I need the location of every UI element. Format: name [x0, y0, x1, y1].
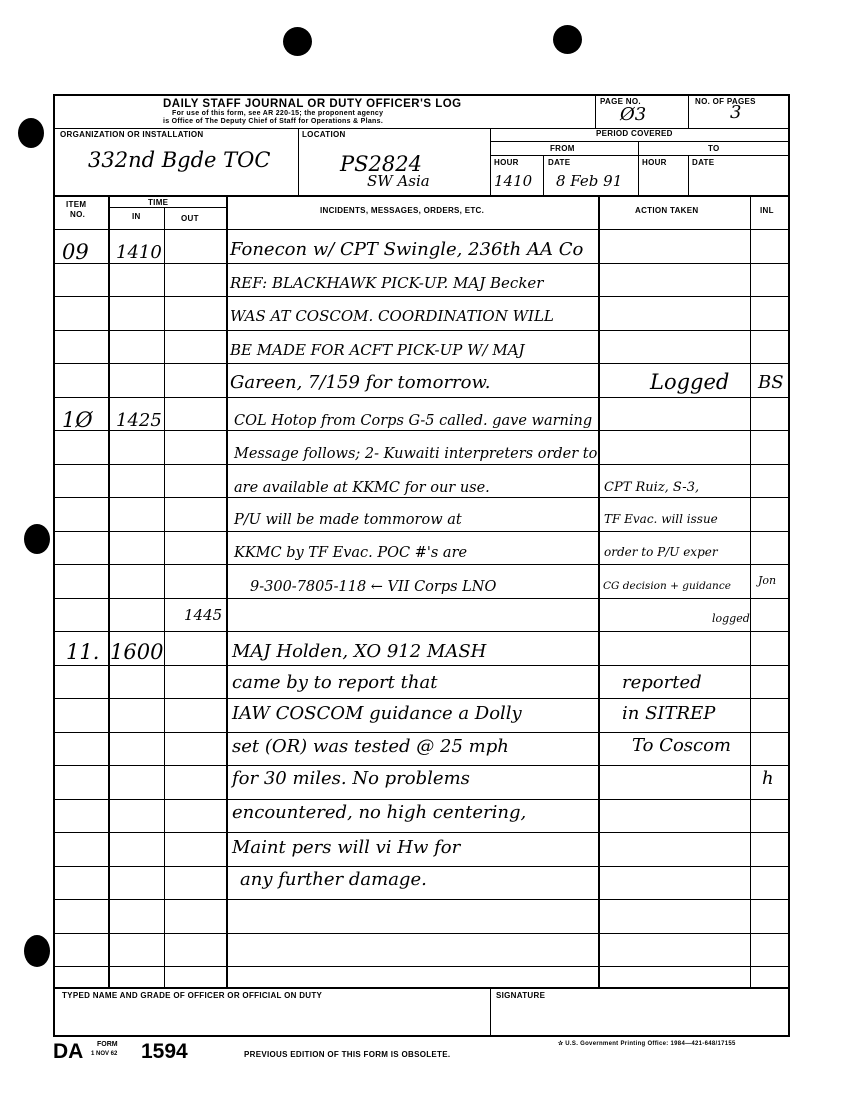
- grid-col-line: [598, 196, 600, 987]
- from-hour-value: 1410: [494, 172, 533, 190]
- gpo-note: ✰ U.S. Government Printing Office: 1984—421-648/17155: [558, 1041, 736, 1047]
- form-subtitle: is Office of The Deputy Chief of Staff for Operations & Plans.: [163, 118, 384, 125]
- previous-edition-note: PREVIOUS EDITION OF THIS FORM IS OBSOLETE.: [244, 1050, 451, 1059]
- entry-line: IAW COSCOM guidance a Dolly: [232, 703, 522, 724]
- entry-line: Gareen, 7/159 for tomorrow.: [230, 372, 491, 393]
- col-item: ITEM: [66, 200, 87, 209]
- punch-hole: [24, 524, 50, 554]
- entry-item-no: 1Ø: [62, 408, 93, 432]
- entry-line: REF: BLACKHAWK PICK-UP. MAJ Becker: [230, 274, 544, 292]
- entry-line: set (OR) was tested @ 25 mph: [232, 736, 509, 757]
- entry-action: reported: [622, 672, 702, 693]
- entry-line: Maint pers will vi Hw for: [232, 837, 461, 858]
- entry-line: BE MADE FOR ACFT PICK-UP W/ MAJ: [230, 341, 525, 359]
- entry-action: TF Evac. will issue: [604, 512, 718, 526]
- entry-action: order to P/U exper: [604, 545, 718, 559]
- from-hour-label: HOUR: [494, 158, 519, 167]
- punch-hole: [283, 27, 312, 56]
- col-out: OUT: [181, 214, 199, 223]
- entry-action: Logged: [650, 370, 730, 394]
- entry-action: CG decision + guidance: [603, 580, 731, 592]
- signature-label: SIGNATURE: [496, 991, 546, 1000]
- entry-action: in SITREP: [622, 703, 716, 724]
- to-label: TO: [708, 144, 720, 153]
- grid-col-line: [164, 207, 165, 987]
- form-id-da: DA: [53, 1040, 84, 1063]
- typed-name-label: TYPED NAME AND GRADE OF OFFICER OR OFFICIAL ON DUTY: [62, 991, 323, 1000]
- col-action: ACTION TAKEN: [635, 206, 699, 215]
- entry-line: P/U will be made tommorow at: [234, 512, 462, 528]
- entry-item-no: 11.: [66, 640, 100, 664]
- entry-item-no: 09: [62, 240, 89, 264]
- punch-hole: [18, 118, 44, 148]
- entry-initials: Jon: [758, 574, 777, 587]
- form-id-form: FORM: [97, 1041, 118, 1048]
- col-in: IN: [132, 212, 141, 221]
- col-no: NO.: [70, 210, 86, 219]
- to-date-label: DATE: [692, 158, 715, 167]
- entry-line: Message follows; 2- Kuwaiti interpreters order to: [234, 446, 598, 462]
- to-hour-label: HOUR: [642, 158, 667, 167]
- org-label: ORGANIZATION OR INSTALLATION: [60, 130, 204, 139]
- entry-line: Fonecon w/ CPT Swingle, 236th AA Co: [230, 239, 584, 260]
- from-date-label: DATE: [548, 158, 571, 167]
- entry-time-in: 1410: [116, 242, 162, 263]
- entry-line: KKMC by TF Evac. POC #'s are: [234, 545, 468, 561]
- entry-line: MAJ Holden, XO 912 MASH: [232, 641, 487, 662]
- form-id-number: 1594: [141, 1040, 188, 1063]
- entry-action: To Coscom: [632, 735, 731, 756]
- entry-line: COL Hotop from Corps G-5 called. gave warning: [234, 413, 593, 429]
- entry-action: CPT Ruiz, S-3,: [604, 480, 700, 495]
- no-of-pages-value: 3: [730, 102, 742, 123]
- entry-line: 9-300-7805-118 ← VII Corps LNO: [250, 579, 497, 595]
- entry-action: logged: [712, 612, 750, 625]
- grid-col-line: [750, 196, 751, 987]
- punch-hole: [553, 25, 582, 54]
- col-time: TIME: [148, 198, 169, 207]
- entry-initials: BS: [758, 372, 784, 393]
- from-label: FROM: [550, 144, 575, 153]
- grid-col-line: [226, 196, 228, 987]
- entry-line: for 30 miles. No problems: [232, 768, 470, 789]
- punch-hole: [24, 935, 50, 967]
- location-value: PS2824: [340, 152, 422, 176]
- entry-initials: h: [762, 768, 774, 789]
- period-label: PERIOD COVERED: [596, 129, 673, 138]
- page-no-value: Ø3: [620, 104, 647, 125]
- form-title: DAILY STAFF JOURNAL OR DUTY OFFICER'S LOG: [163, 98, 462, 110]
- form-id-date: 1 NOV 62: [91, 1051, 118, 1057]
- entry-line: WAS AT COSCOM. COORDINATION WILL: [230, 307, 554, 325]
- entry-line: came by to report that: [232, 672, 438, 693]
- location-label: LOCATION: [302, 130, 346, 139]
- col-inl: INL: [760, 206, 774, 215]
- org-value: 332nd Bgde TOC: [88, 148, 271, 172]
- no-of-pages-label: NO. OF PAGES: [695, 97, 756, 106]
- col-incidents: INCIDENTS, MESSAGES, ORDERS, ETC.: [320, 206, 485, 215]
- entry-line: any further damage.: [240, 869, 427, 890]
- entry-line: encountered, no high centering,: [232, 802, 527, 823]
- entry-time-in: 1425: [116, 410, 162, 431]
- location-value: SW Asia: [367, 172, 430, 190]
- form-subtitle: For use of this form, see AR 220-15; the proponent agency: [172, 110, 384, 117]
- from-date-value: 8 Feb 91: [556, 172, 623, 190]
- entry-time-in: 1600: [110, 640, 164, 664]
- page-no-label: PAGE NO.: [600, 97, 641, 106]
- grid-col-line: [108, 196, 110, 987]
- entry-line: are available at KKMC for our use.: [234, 480, 490, 496]
- entry-time-out: 1445: [184, 606, 223, 624]
